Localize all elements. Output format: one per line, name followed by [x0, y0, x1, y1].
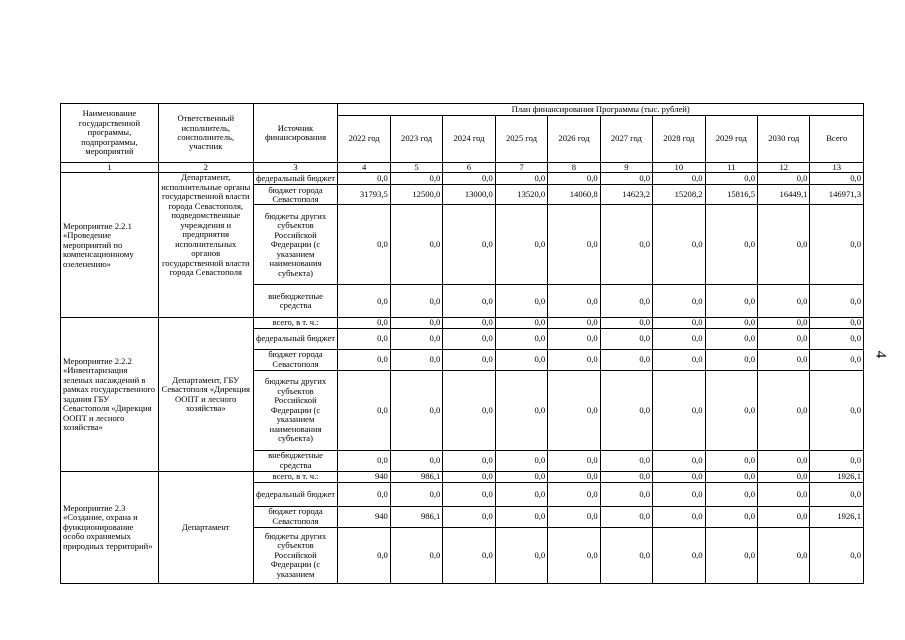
amount-cell: 0,0 [390, 349, 442, 370]
funding-source: внебюджетные средства [253, 450, 338, 471]
amount-cell: 0,0 [495, 349, 547, 370]
amount-cell: 0,0 [653, 173, 705, 185]
amount-cell: 0,0 [495, 506, 547, 527]
amount-cell: 0,0 [758, 349, 810, 370]
amount-cell: 0,0 [390, 450, 442, 471]
amount-cell: 0,0 [705, 173, 757, 185]
amount-cell: 14060,8 [548, 185, 600, 205]
column-number: 12 [758, 163, 810, 173]
amount-cell: 0,0 [810, 205, 864, 285]
header-year: 2030 год [758, 116, 810, 163]
amount-cell: 0,0 [810, 173, 864, 185]
responsible-party: Департамент, исполнительные органы государственной власти города Севастополя, подведомственные учреждения и предприятия исполнительных органов государственной власти города Севастополя [158, 173, 253, 318]
funding-source: бюджеты других субъектов Российской Федерации (с указанием [253, 527, 338, 583]
amount-cell: 0,0 [443, 328, 495, 349]
amount-cell: 0,0 [758, 527, 810, 583]
amount-cell: 0,0 [600, 450, 652, 471]
amount-cell: 0,0 [443, 370, 495, 450]
amount-cell: 12500,0 [390, 185, 442, 205]
amount-cell: 0,0 [653, 205, 705, 285]
header-source: Источник финансирования [253, 104, 338, 163]
table-row [61, 173, 864, 185]
responsible-party: Департамент [158, 471, 253, 583]
table-row [61, 471, 864, 482]
amount-cell: 0,0 [653, 471, 705, 482]
funding-source: бюджеты других субъектов Российской Федерации (с указанием наименования субъекта) [253, 205, 338, 285]
amount-cell: 0,0 [600, 285, 652, 318]
amount-cell: 0,0 [443, 349, 495, 370]
amount-cell: 0,0 [705, 482, 757, 506]
amount-cell: 0,0 [495, 471, 547, 482]
amount-cell: 0,0 [758, 318, 810, 328]
amount-cell: 0,0 [600, 482, 652, 506]
amount-cell: 940 [338, 471, 390, 482]
amount-cell: 0,0 [338, 482, 390, 506]
column-number: 2 [158, 163, 253, 173]
amount-cell: 15208,2 [653, 185, 705, 205]
amount-cell: 0,0 [758, 471, 810, 482]
amount-cell: 13520,0 [495, 185, 547, 205]
amount-cell: 0,0 [810, 527, 864, 583]
amount-cell: 0,0 [705, 205, 757, 285]
amount-cell: 0,0 [600, 370, 652, 450]
amount-cell: 0,0 [548, 527, 600, 583]
amount-cell: 0,0 [810, 482, 864, 506]
amount-cell: 0,0 [443, 450, 495, 471]
amount-cell: 0,0 [810, 285, 864, 318]
amount-cell: 31793,5 [338, 185, 390, 205]
funding-source: бюджет города Севастополя [253, 506, 338, 527]
amount-cell: 0,0 [548, 482, 600, 506]
amount-cell: 15816,5 [705, 185, 757, 205]
amount-cell: 0,0 [548, 328, 600, 349]
column-number: 5 [390, 163, 442, 173]
amount-cell: 0,0 [495, 450, 547, 471]
funding-source: федеральный бюджет [253, 328, 338, 349]
amount-cell: 1926,1 [810, 471, 864, 482]
amount-cell: 0,0 [495, 173, 547, 185]
amount-cell: 986,1 [390, 506, 442, 527]
column-number: 3 [253, 163, 338, 173]
amount-cell: 0,0 [758, 205, 810, 285]
amount-cell: 0,0 [600, 328, 652, 349]
amount-cell: 0,0 [443, 506, 495, 527]
column-number: 10 [653, 163, 705, 173]
header-year: 2027 год [600, 116, 652, 163]
amount-cell: 0,0 [600, 205, 652, 285]
amount-cell: 0,0 [600, 527, 652, 583]
amount-cell: 0,0 [600, 471, 652, 482]
amount-cell: 0,0 [548, 506, 600, 527]
amount-cell: 0,0 [600, 506, 652, 527]
amount-cell: 0,0 [653, 482, 705, 506]
amount-cell: 0,0 [600, 349, 652, 370]
amount-cell: 0,0 [705, 285, 757, 318]
amount-cell: 0,0 [705, 349, 757, 370]
header-year: 2023 год [390, 116, 442, 163]
funding-source: внебюджетные средства [253, 285, 338, 318]
amount-cell: 16449,1 [758, 185, 810, 205]
amount-cell: 0,0 [705, 450, 757, 471]
amount-cell: 0,0 [548, 173, 600, 185]
column-number: 9 [600, 163, 652, 173]
amount-cell: 0,0 [390, 370, 442, 450]
amount-cell: 13000,0 [443, 185, 495, 205]
amount-cell: 0,0 [338, 527, 390, 583]
amount-cell: 0,0 [758, 173, 810, 185]
amount-cell: 0,0 [810, 349, 864, 370]
header-year: 2029 год [705, 116, 757, 163]
amount-cell: 1926,1 [810, 506, 864, 527]
header-year: 2022 год [338, 116, 390, 163]
amount-cell: 0,0 [705, 471, 757, 482]
column-number: 6 [443, 163, 495, 173]
activity-name: Мероприятие 2.2.1 «Проведение мероприятий по компенсационному озеленению» [61, 173, 159, 318]
amount-cell: 0,0 [495, 285, 547, 318]
header-year: 2028 год [653, 116, 705, 163]
amount-cell: 0,0 [495, 370, 547, 450]
amount-cell: 0,0 [338, 173, 390, 185]
column-number: 11 [705, 163, 757, 173]
amount-cell: 0,0 [338, 205, 390, 285]
page-number: 4 [872, 350, 889, 359]
amount-cell: 0,0 [390, 527, 442, 583]
amount-cell: 0,0 [390, 285, 442, 318]
amount-cell: 0,0 [495, 527, 547, 583]
amount-cell: 0,0 [653, 318, 705, 328]
amount-cell: 0,0 [548, 370, 600, 450]
amount-cell: 0,0 [548, 471, 600, 482]
amount-cell: 0,0 [338, 328, 390, 349]
amount-cell: 0,0 [390, 173, 442, 185]
amount-cell: 0,0 [548, 205, 600, 285]
amount-cell: 0,0 [390, 482, 442, 506]
amount-cell: 14623,2 [600, 185, 652, 205]
funding-source: бюджет города Севастополя [253, 185, 338, 205]
column-number: 8 [548, 163, 600, 173]
amount-cell: 146971,3 [810, 185, 864, 205]
column-number: 1 [61, 163, 159, 173]
amount-cell: 0,0 [810, 328, 864, 349]
amount-cell: 0,0 [810, 370, 864, 450]
funding-source: федеральный бюджет [253, 173, 338, 185]
amount-cell: 0,0 [548, 450, 600, 471]
header-year: 2025 год [495, 116, 547, 163]
column-number: 13 [810, 163, 864, 173]
amount-cell: 0,0 [653, 370, 705, 450]
funding-source: бюджет города Севастополя [253, 349, 338, 370]
funding-source: всего, в т. ч.: [253, 471, 338, 482]
table-row [61, 318, 864, 328]
financing-table [60, 103, 864, 584]
amount-cell: 0,0 [758, 328, 810, 349]
amount-cell: 0,0 [443, 205, 495, 285]
amount-cell: 0,0 [548, 349, 600, 370]
amount-cell: 0,0 [443, 482, 495, 506]
amount-cell: 0,0 [338, 318, 390, 328]
amount-cell: 0,0 [548, 285, 600, 318]
amount-cell: 0,0 [653, 328, 705, 349]
activity-name: Мероприятие 2.3 «Создание, охрана и функционирование особо охраняемых природных территорий» [61, 471, 159, 583]
amount-cell: 0,0 [443, 318, 495, 328]
activity-name: Мероприятие 2.2.2 «Инвентаризация зеленых насаждений в рамках государственного задания ГБУ Севастополя «Дирекция ООПТ и лесного хозяйства» [61, 318, 159, 471]
amount-cell: 0,0 [705, 328, 757, 349]
amount-cell: 0,0 [810, 450, 864, 471]
amount-cell: 0,0 [443, 527, 495, 583]
amount-cell: 0,0 [495, 328, 547, 349]
amount-cell: 0,0 [443, 285, 495, 318]
amount-cell: 0,0 [390, 318, 442, 328]
amount-cell: 0,0 [653, 527, 705, 583]
header-name: Наименование государственной программы, подпрограммы, мероприятий [61, 104, 159, 163]
amount-cell: 0,0 [338, 349, 390, 370]
amount-cell: 0,0 [600, 318, 652, 328]
amount-cell: 0,0 [810, 318, 864, 328]
amount-cell: 0,0 [758, 482, 810, 506]
header-year: 2026 год [548, 116, 600, 163]
amount-cell: 986,1 [390, 471, 442, 482]
amount-cell: 0,0 [495, 482, 547, 506]
amount-cell: 0,0 [653, 349, 705, 370]
header-responsible: Ответственный исполнитель, соисполнитель, участник [158, 104, 253, 163]
funding-source: всего, в т. ч.: [253, 318, 338, 328]
amount-cell: 0,0 [653, 450, 705, 471]
column-number: 7 [495, 163, 547, 173]
responsible-party: Департамент, ГБУ Севастополя «Дирекция ООПТ и лесного хозяйства» [158, 318, 253, 471]
amount-cell: 0,0 [495, 318, 547, 328]
amount-cell: 0,0 [705, 527, 757, 583]
amount-cell: 0,0 [653, 285, 705, 318]
funding-source: федеральный бюджет [253, 482, 338, 506]
amount-cell: 0,0 [653, 506, 705, 527]
amount-cell: 0,0 [548, 318, 600, 328]
amount-cell: 0,0 [758, 285, 810, 318]
amount-cell: 0,0 [338, 370, 390, 450]
amount-cell: 0,0 [705, 318, 757, 328]
column-number: 4 [338, 163, 390, 173]
amount-cell: 0,0 [495, 205, 547, 285]
funding-source: бюджеты других субъектов Российской Федерации (с указанием наименования субъекта) [253, 370, 338, 450]
amount-cell: 0,0 [600, 173, 652, 185]
amount-cell: 0,0 [758, 370, 810, 450]
amount-cell: 0,0 [705, 506, 757, 527]
amount-cell: 0,0 [705, 370, 757, 450]
amount-cell: 0,0 [390, 205, 442, 285]
amount-cell: 0,0 [443, 173, 495, 185]
amount-cell: 0,0 [443, 471, 495, 482]
amount-cell: 0,0 [338, 285, 390, 318]
header-year: Всего [810, 116, 864, 163]
header-plan: План финансирования Программы (тыс. рублей) [338, 104, 864, 116]
amount-cell: 0,0 [390, 328, 442, 349]
header-year: 2024 год [443, 116, 495, 163]
amount-cell: 0,0 [338, 450, 390, 471]
amount-cell: 0,0 [758, 506, 810, 527]
amount-cell: 940 [338, 506, 390, 527]
amount-cell: 0,0 [758, 450, 810, 471]
